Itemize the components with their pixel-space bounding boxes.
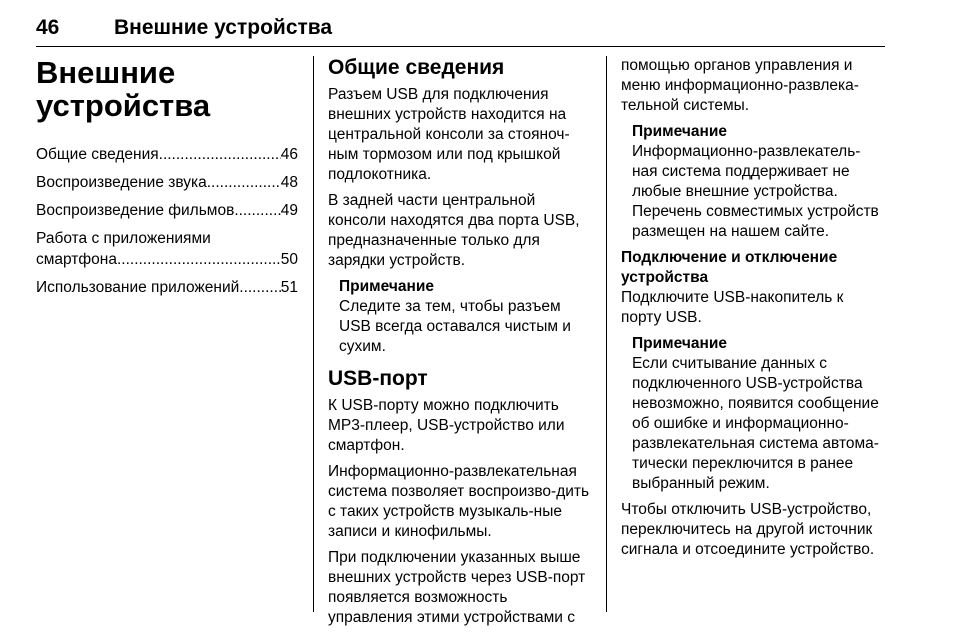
- chapter-title-line: Внешние: [36, 55, 176, 90]
- note-block: [328, 277, 590, 357]
- toc-page: 49: [280, 202, 298, 219]
- note-block: [621, 122, 885, 242]
- column-right: [621, 56, 885, 566]
- toc-leader: [117, 249, 281, 270]
- subsection-heading: Подключение и отключение устройства: [621, 249, 838, 286]
- note-title: Примечание: [632, 335, 727, 352]
- paragraph: помощью органов управления и меню информационно-развлека-тельной системы.: [621, 57, 859, 114]
- column-divider: [606, 56, 607, 612]
- paragraph: Информационно-развлекательная система позволяет воспроизво-дить с таких устройств музыкаль-ные записи и кинофильмы.: [328, 463, 590, 540]
- toc-leader: [159, 144, 281, 165]
- toc-leader: [207, 172, 281, 193]
- section-heading: USB-порт: [328, 367, 428, 390]
- page-number: 46: [36, 16, 60, 39]
- toc-entry[interactable]: [36, 277, 298, 298]
- note-text: Если считывание данных с подключенного USB-устройства невозможно, появится сообщение об ошибке и информационно-развлекательная система автома-тически переключится в ранее выбранный режим.: [632, 355, 879, 492]
- toc-title-line: Работа с приложениями: [36, 230, 211, 247]
- column-divider: [313, 56, 314, 612]
- note-text: Информационно-развлекатель-ная система поддерживает не любые внешние устройства. Перечень совместимых устройств размещен на нашем сайте.: [632, 143, 879, 240]
- page-header: [36, 6, 885, 47]
- paragraph: Чтобы отключить USB-устройство, переключитесь на другой источник сигнала и отсоедините устройство.: [621, 501, 875, 558]
- toc-leader: [234, 200, 280, 221]
- toc-title: Использование приложений: [36, 279, 240, 296]
- table-of-contents: [36, 144, 298, 298]
- toc-page: 51: [280, 279, 298, 296]
- paragraph: В задней части центральной консоли находятся два порта USB, предназначенные только для зарядки устройств.: [328, 192, 580, 269]
- toc-title: смартфона: [36, 251, 117, 268]
- toc-page: 48: [280, 174, 298, 191]
- chapter-title: [36, 56, 298, 122]
- toc-leader: [239, 277, 280, 298]
- toc-page: 46: [280, 146, 298, 163]
- toc-title: Воспроизведение звука: [36, 174, 207, 191]
- header-title: Внешние устройства: [114, 16, 333, 39]
- column-left: [36, 56, 298, 305]
- toc-entry[interactable]: [36, 200, 298, 221]
- toc-title: Воспроизведение фильмов: [36, 202, 235, 219]
- note-title: Примечание: [339, 278, 434, 295]
- toc-entry[interactable]: [36, 172, 298, 193]
- section-heading: Общие сведения: [328, 56, 505, 79]
- note-block: [621, 334, 885, 494]
- paragraph: К USB-порту можно подключить MP3-плеер, USB-устройство или смартфон.: [328, 397, 565, 454]
- chapter-title-line: устройства: [36, 88, 211, 123]
- note-title: Примечание: [632, 123, 727, 140]
- column-middle: [328, 56, 590, 634]
- toc-page: 50: [280, 251, 298, 268]
- paragraph: Разъем USB для подключения внешних устройств находится на центральной консоли за стояноч-ным тормозом или под крышкой подлокотника.: [328, 86, 570, 183]
- paragraph: Подключите USB-накопитель к порту USB.: [621, 289, 844, 326]
- toc-entry[interactable]: [36, 144, 298, 165]
- toc-entry[interactable]: [36, 228, 298, 270]
- toc-title: Общие сведения: [36, 146, 159, 163]
- note-text: Следите за тем, чтобы разъем USB всегда оставался чистым и сухим.: [339, 298, 571, 355]
- paragraph: При подключении указанных выше внешних устройств через USB-порт появляется возможность управления этими устройствами с: [328, 549, 586, 626]
